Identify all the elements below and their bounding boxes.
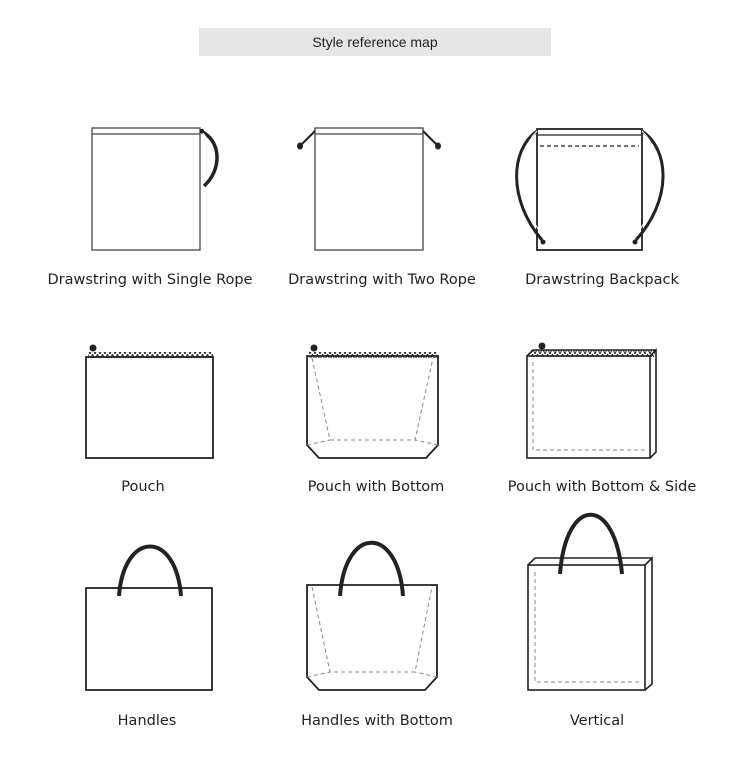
pouch-with-bottom-illustration [307, 345, 438, 459]
vertical-illustration [528, 515, 652, 690]
pouch-with-bottom-side-illustration [527, 343, 656, 459]
drawstring-two-rope-illustration [297, 128, 441, 250]
label-pouch-with-bottom-side: Pouch with Bottom & Side [507, 479, 697, 495]
drawstring-backpack-illustration [517, 129, 663, 250]
pouch-illustration [86, 345, 213, 459]
handles-with-bottom-illustration [307, 543, 437, 690]
handles-illustration [86, 547, 212, 691]
label-pouch: Pouch [121, 479, 165, 495]
drawstring-single-rope-illustration [92, 128, 217, 250]
label-drawstring-two-rope: Drawstring with Two Rope [288, 272, 476, 288]
banner-title: Style reference map [312, 34, 438, 50]
label-drawstring-backpack: Drawstring Backpack [525, 272, 679, 288]
label-pouch-with-bottom: Pouch with Bottom [307, 479, 445, 495]
label-handles: Handles [117, 713, 177, 729]
label-vertical: Vertical [569, 713, 625, 729]
label-drawstring-single-rope: Drawstring with Single Rope [47, 272, 253, 288]
label-handles-with-bottom: Handles with Bottom [301, 713, 453, 729]
